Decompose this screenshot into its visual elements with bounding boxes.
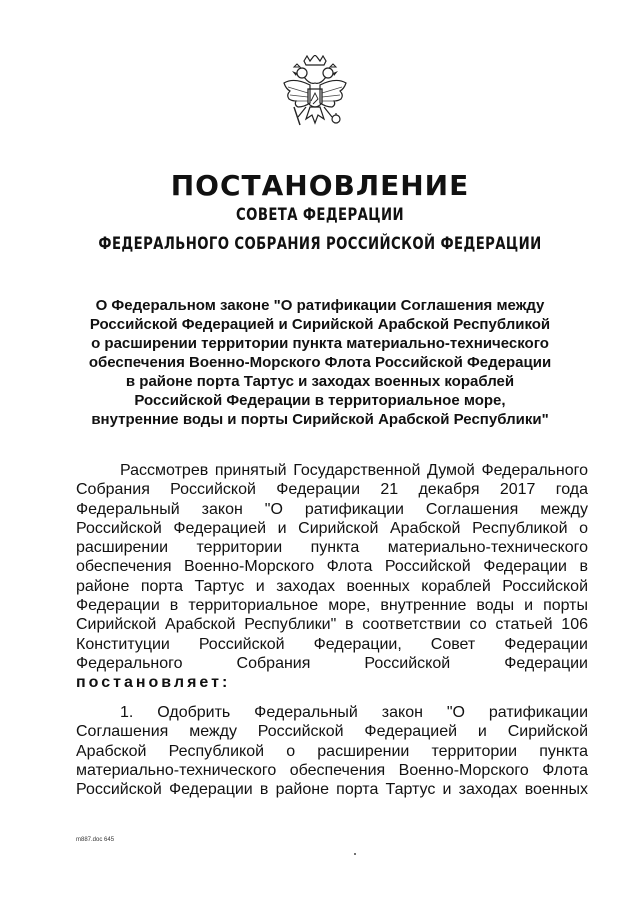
subject-line: о расширении территории пункта материально-технического xyxy=(91,335,549,352)
issuing-body-line-1: СОВЕТА ФЕДЕРАЦИИ xyxy=(236,205,404,225)
body-line: обеспечения Военно-Морского Флота Российской Федерации в xyxy=(76,558,588,576)
subject-line: Российской Федерации в территориальное море, xyxy=(134,392,506,409)
russian-coat-of-arms-icon xyxy=(280,55,350,137)
subject-line: внутренние воды и порты Сирийской Арабской Республики" xyxy=(91,411,549,428)
preamble-paragraph xyxy=(76,461,588,693)
subject-line: О Федеральном законе "О ратификации Соглашения между xyxy=(95,297,545,314)
issuing-body-line-2: ФЕДЕРАЛЬНОГО СОБРАНИЯ РОССИЙСКОЙ ФЕДЕРАЦИИ xyxy=(98,234,542,254)
body-line: Конституции Российской Федерации, Совет Федерации xyxy=(76,635,588,653)
body-line: Рассмотрев принятый Государственной Думой Федерального xyxy=(120,462,588,479)
decree-word-text: постановляет: xyxy=(76,674,231,692)
body-line: Арабской Республикой о расширении территории пункта xyxy=(76,742,588,760)
decree-word xyxy=(76,673,588,692)
body-line: материально-технического обеспечения Военно-Морского Флота xyxy=(76,761,588,779)
body-line: Российской Федерацией и Сирийской Арабской Республикой о xyxy=(76,519,588,537)
page-mark xyxy=(354,853,356,855)
body-line: Российской Федерации в районе порта Тартус и заходах военных xyxy=(76,781,588,799)
body-line: районе порта Тартус и заходах военных кораблей Российской xyxy=(76,577,588,595)
clause-1-paragraph xyxy=(76,703,588,799)
body-line: Федеральный закон "О ратификации Соглашения между xyxy=(76,500,588,518)
subject-line: в районе порта Тартус и заходах военных кораблей xyxy=(125,373,515,390)
subject-line: обеспечения Военно-Морского Флота Российской Федерации xyxy=(88,354,552,371)
document-code: m887.doc 645 xyxy=(76,837,115,843)
body-line: Соглашения между Российской Федерацией и Сирийской xyxy=(76,723,588,741)
document-title: ПОСТАНОВЛЕНИЕ xyxy=(170,169,470,202)
body-line: 1. Одобрить Федеральный закон "О ратификации xyxy=(120,704,588,721)
body-line: Сирийской Арабской Республики" в соответствии со статьей 106 xyxy=(76,616,588,634)
subject-line: Российской Федерацией и Сирийской Арабской Республикой xyxy=(89,316,551,333)
body-line: Федерации в территориальное море, внутренние воды и порты xyxy=(76,597,588,615)
resolution-subject xyxy=(60,296,580,429)
body-line: расширении территории пункта материально-технического xyxy=(76,539,588,557)
body-line: Федерального Собрания Российской Федерации xyxy=(76,654,588,672)
body-line: Собрания Российской Федерации 21 декабря 2017 года xyxy=(76,481,588,499)
